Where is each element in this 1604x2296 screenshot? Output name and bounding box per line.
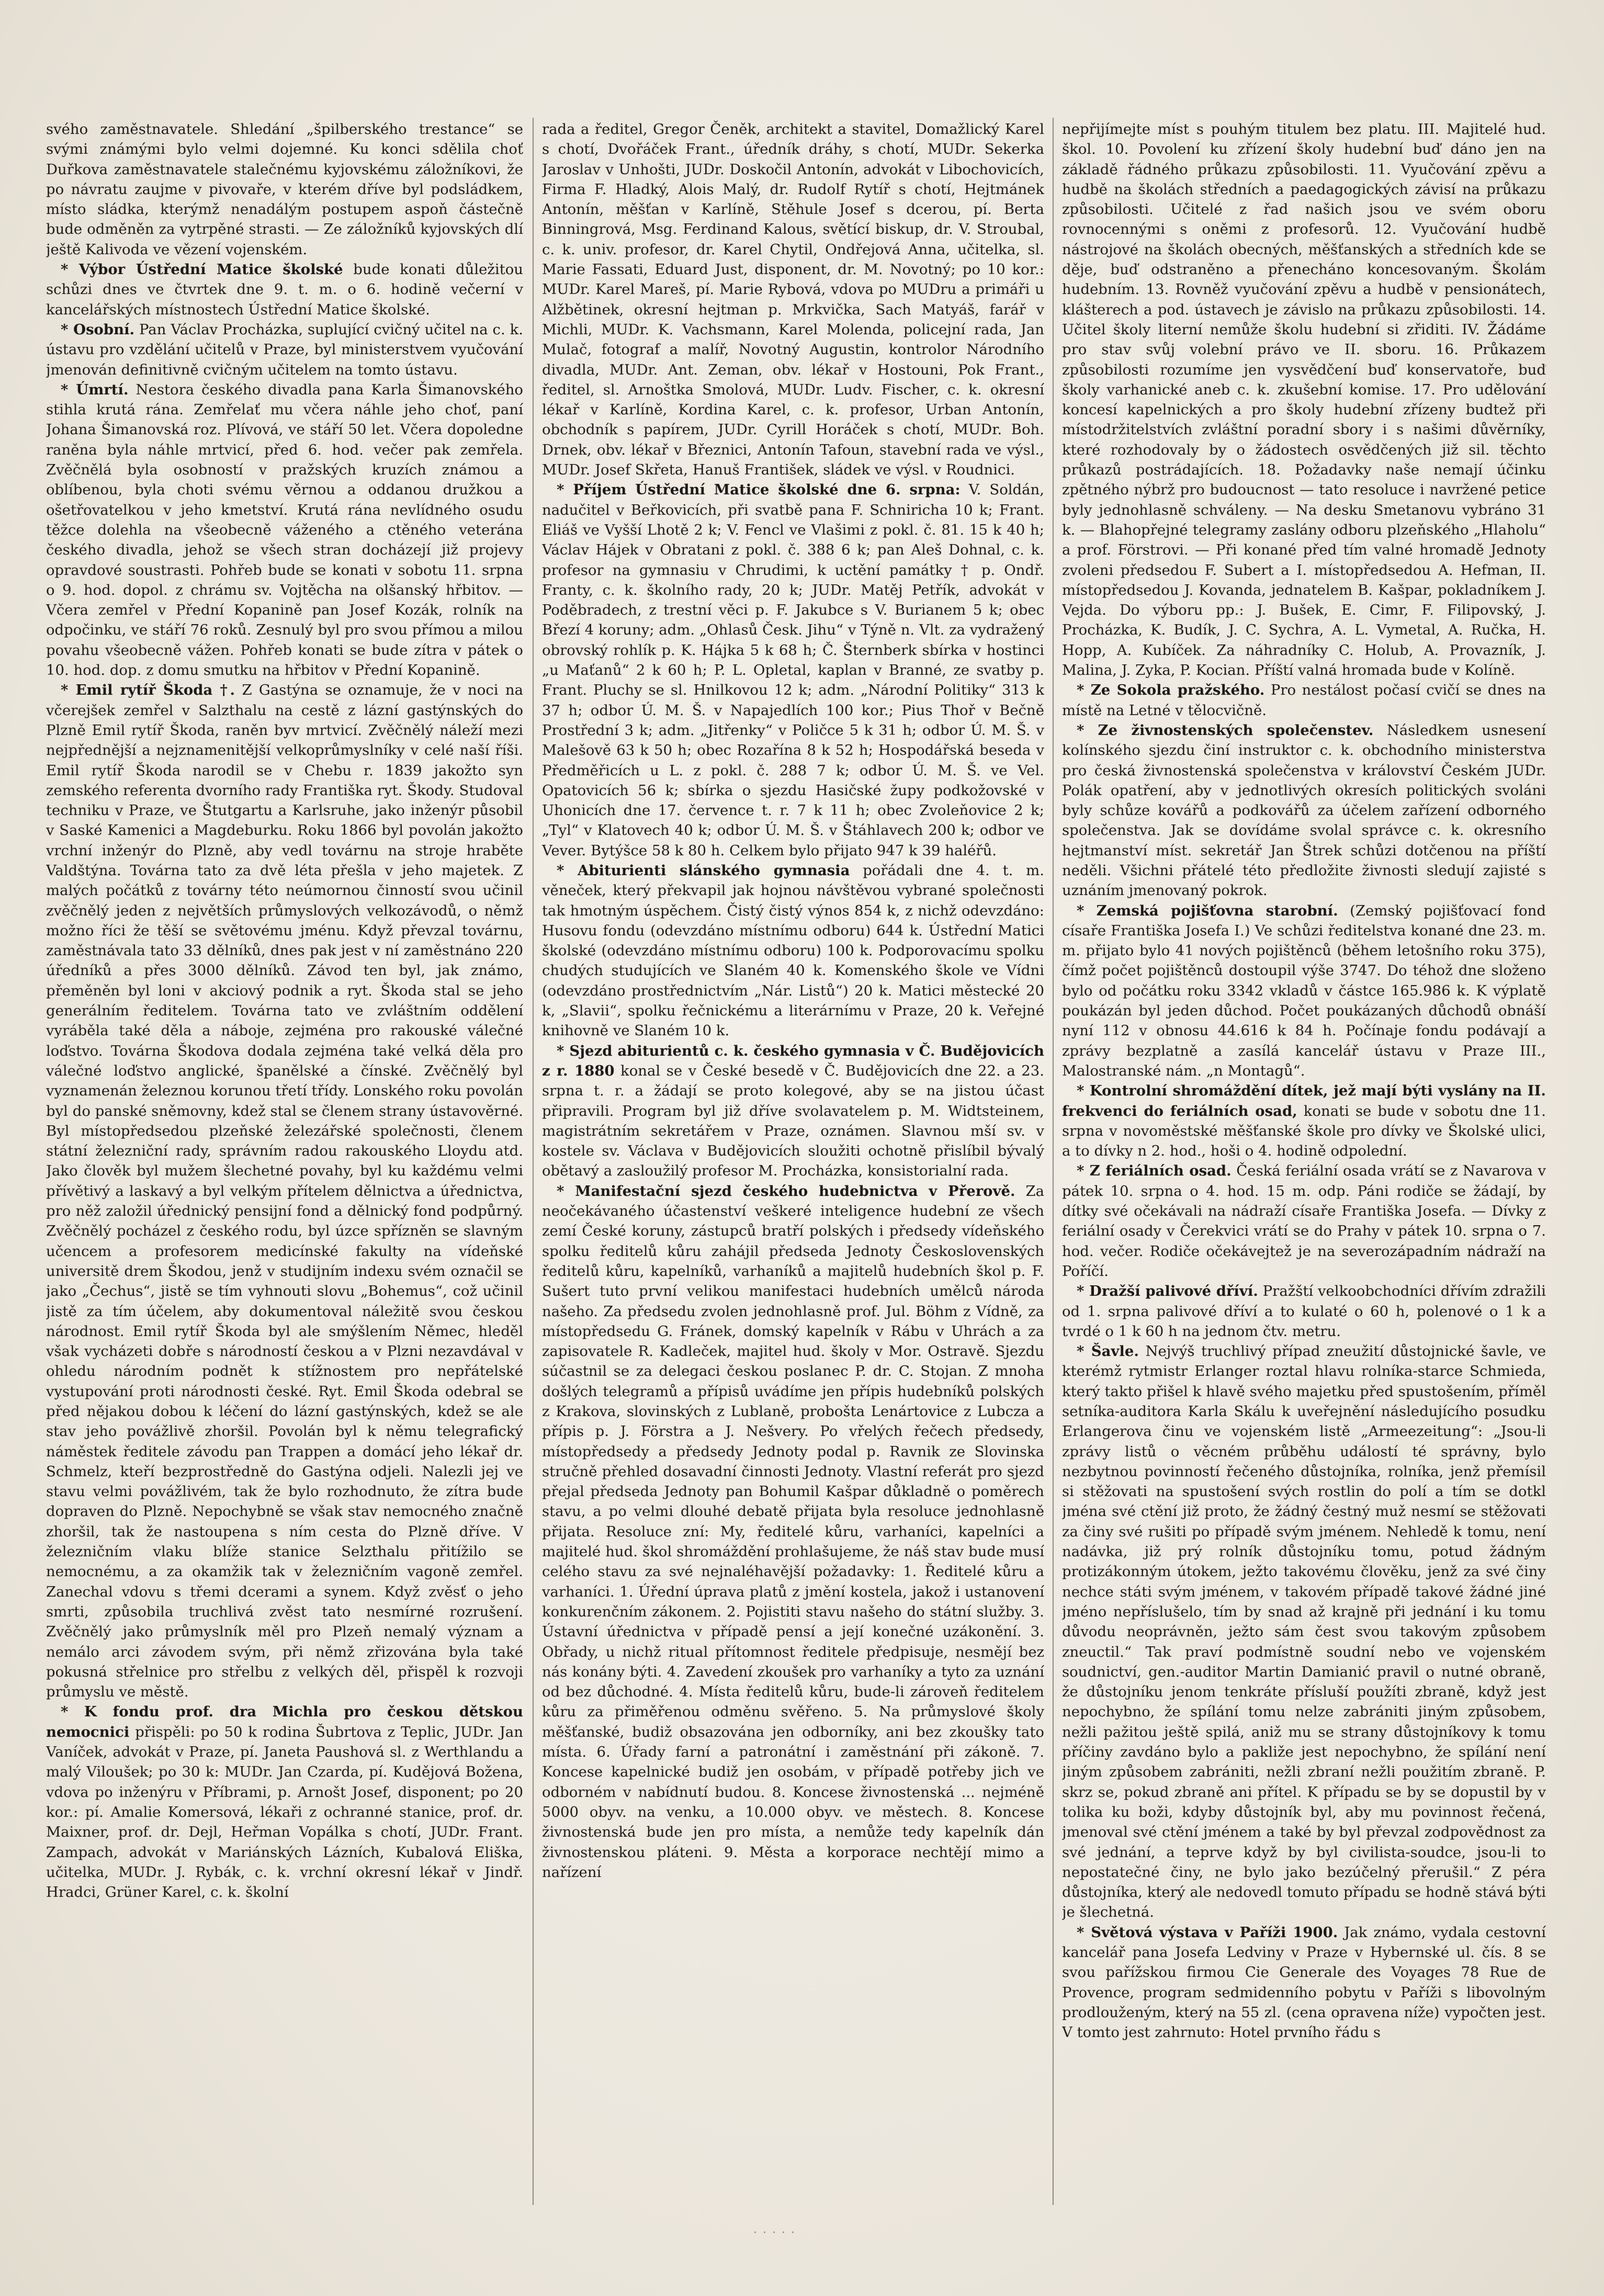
article-body: bude konati důležitou schůzi dnes ve čtvrtek dne 9. t. m. o 6. hodině večerní v kancelářských místnostech Ústřední Matice školské. bbox=[46, 261, 523, 318]
article-paragraph bbox=[1062, 119, 1546, 680]
article-heading: * Emil rytíř Škoda †. bbox=[61, 682, 235, 699]
article-paragraph bbox=[542, 1181, 1044, 1882]
column-divider-1 bbox=[533, 118, 534, 2205]
article-heading: * Kontrolní shromáždění dítek, jež mají býti vyslány na II. frekvenci do feriálních osad, bbox=[1062, 1082, 1546, 1119]
article-heading: * Dražší palivové dříví. bbox=[1077, 1283, 1258, 1300]
article-heading: * Manifestační sjezd českého hudebnictva v Přerově. bbox=[557, 1182, 1015, 1200]
article-paragraph bbox=[542, 119, 1044, 480]
article-paragraph bbox=[1062, 1922, 1546, 2043]
article-paragraph bbox=[1062, 901, 1546, 1081]
article-body: svého zaměstnavatele. Shledání „špilberského trestance“ se svými známými bylo velmi dojemné. Ku konci sdělila choť Duřkova zaměstnavatele stalečnému kyjovskému záložníkovi, že po návratu zaujme v pivovaře, v kterém dříve byl podsládkem, místo sládka, kterýmž nenadálým postupem aspoň částečně bude odměněn za vytrpěné strasti. — Ze záložníků kyjovských dlí ještě Kalivoda ve vězení vojenském. bbox=[46, 121, 523, 258]
article-body: (Zemský pojišťovací fond císaře Františka Josefa I.) Ve schůzi ředitelstva konané dne 23. m. m. přijato bylo 41 nových pojištěnců (během letošního roku 375), čímž počet pojištěnců dostoupil výše 3747. Do téhož dne složeno bylo od počátku roku 3342 vkladů v částce 165.986 k. K výplatě poukázán byl jeden důchod. Počet poukázaných důchodů obnáší nyní 112 v obnosu 44.616 k 84 h. Počínaje fondu podávají a zprávy bezplatně a zasílá kancelář ústavu v Praze III., Malostranské nám. „n Montagů“. bbox=[1062, 902, 1546, 1079]
article-paragraph bbox=[46, 119, 523, 259]
article-heading: * Příjem Ústřední Matice školské dne 6. srpna: bbox=[557, 481, 961, 499]
article-body: Jak známo, vydala cestovní kancelář pana Josefa Ledviny v Praze v Hybernské ul. čís. 8 se svou pařížskou firmou Cie Generale des Voyages 78 Rue de Provence, program sedmidenního pobytu v Paříži s libovolným prodlouženým, který na 55 zl. (cena opravena níže) vypočten jest. V tomto jest zahrnuto: Hotel prvního řádu s bbox=[1062, 1924, 1546, 2041]
article-heading: * Výbor Ústřední Matice školské bbox=[61, 261, 343, 278]
article-heading: * Abiturienti slánského gymnasia bbox=[557, 862, 850, 879]
text-column-1 bbox=[46, 119, 523, 2191]
column-divider-2 bbox=[1053, 118, 1054, 2205]
article-body: rada a ředitel, Gregor Čeněk, architekt a stavitel, Domažlický Karel s chotí, Dvořáček Frant., úředník dráhy, s chotí, MUDr. Sekerka Jaroslav v Unhošti, JUDr. Doskočil Antonín, advokát v Libochovicích, Firma F. Hladký, Alois Malý, dr. Rudolf Rytíř s chotí, Hejtmánek Antonín, měšťan v Karlíně, Stěhule Josef s dcerou, pí. Berta Binningrová, Msg. Ferdinand Kalous, světící biskup, dr. V. Stroubal, c. k. univ. profesor, dr. Karel Chytil, Ondřejová Anna, učitelka, sl. Marie Fassati, Eduard Just, disponent, dr. M. Novotný; po 10 kor.: MUDr. Karel Mareš, pí. Marie Rybová, vdova po MUDru a primáři u Alžbětinek, okresní hejtman p. Mrkvička, Sach Matyáš, farář v Michli, MUDr. K. Vachsmann, Karel Molenda, policejní rada, Jan Mulač, fotograf a malíř, Novotný Augustin, kontrolor Národního divadla, MUDr. Ant. Zeman, obv. lékař v Hostouni, Pok Frant., ředitel, sl. Arnoštka Smolová, MUDr. Ludv. Fischer, c. k. okresní lékař v Karlíně, Kordina Karel, c. k. profesor, Urban Antonín, obchodník s papírem, JUDr. Cyrill Horáček s chotí, MUDr. Boh. Drnek, obv. lékař v Březnici, Antonín Tafoun, stavební rada ve výsl., MUDr. Josef Skřeta, Hanuš František, sládek ve výsl. v Roudnici. bbox=[542, 121, 1044, 479]
article-heading: * Sjezd abiturientů c. k. českého gymnasia v Č. Budějovicích z r. 1880 bbox=[542, 1042, 1044, 1079]
article-paragraph bbox=[1062, 1161, 1546, 1281]
article-paragraph bbox=[542, 1041, 1044, 1181]
article-body: pořádali dne 4. t. m. věneček, který překvapil jak hojnou návštěvou vybrané společnosti tak hmotným úspěchem. Čistý čistý výnos 854 k, z nichž odevzdáno: Husovu fondu (odevzdáno místnímu odboru) 644 k. Ústřední Matici školské (odevzdáno místnímu odboru) 100 k. Podporovacímu spolku chudých studujících ve Slaném 40 k. Komenského škole ve Vídni (odevzdáno prostřednictvím „Nár. Listů“) 20 k. Matici městecké 20 k, „Slavii“, spolku řečnickému a literárnímu v Praze, 20 k. Veřejné knihovně ve Slaném 10 k. bbox=[542, 862, 1044, 1039]
article-paragraph bbox=[46, 380, 523, 680]
article-paragraph bbox=[46, 320, 523, 380]
article-body: Nejvýš truchlivý případ zneužití důstojnické šavle, ve kterémž rytmistr Erlanger roztal hlavu rolníka-starce Schmieda, který takto přišel k hlavě svého majetku před spustošením, příměl setníka-auditora Karla Skálu k uveřejnění následujícího posudku Erlangerova činu ve vojenském listě „Armeezeitung“: „Jsou-li zprávy listů o věcném průběhu událostí té správny, bylo nezbytnou povinností řečeného důstojníka, rolníka, jenž přemísil si stěžovati na spustošení svých rostlin do polí a tím se dotkl jména své ctění již proto, že žádný čestný muž nesmí se stěžovati za činy své rušiti po případě svým jménem. Nehledě k tomu, není nadávka, již prý rolník důstojníku tomu, potud žádným protizákonným útokem, ježto takovému člověku, jenž za své činy nechce státi svým jménem, v takovém případě takové žádné jiné jméno nepříslušelo, tím by snad až krajně při jednání i ku tomu důvodu neoprávněn, ježto sám čest svou takovým způsobem zneuctil.“ Tak praví podmístně soudní nebo ve vojenském soudnictví, gen.-auditor Martin Damianić pravil o nutné obraně, že důstojníku jenom tenkráte přísluší použíti zbraně, když jest nepochybno, že spílání tomu nelze zabrániti jiným způsobem, nežli pažitou ještě spilá, aniž mu se strany důstojníkovy k tomu příčiny zavdáno bylo a pakliže jest nepochybno, že spílání není jiným způsobem zabrániti, nežli zbraní nežli použitím zbraně. P. skrz se, pokud zbraně ani přítel. K případu se by se dopustil by v tolika ku boži, kdyby důstojník byl, aby mu povinnost řečená, jmenoval své ctění jménem a také by byl převzal zodpovědnost za své jednání, a teprve když by byl civilista-soudce, jsou-li to nepostatečné činy, ne bylo jako bezúčelný přerušil.“ Z péra důstojníka, který ale nedovedl tomuto případu se hodně stává býti je šlechetná. bbox=[1062, 1343, 1546, 1921]
article-body: Za neočekávaného účastenství veškeré inteligence hudební ze všech zemí České koruny, zástupců bratří polských i předsedy vídeňského spolku ředitelů kůru zahájil předseda Jednoty Československých ředitelů kůru, kapelníků, varhaníků a majitelů hudebních škol p. F. Sušert tuto první velikou manifestaci hudebních umělců národa našeho. Za předsedu zvolen jednohlasně prof. Jul. Böhm z Vídně, za místopředsedu G. Fránek, domský kapelník v Rábu v Uhrách a za zapisovatele R. Kadleček, majitel hud. školy v Mor. Ostravě. Sjezdu súčastnil se za delegaci českou poslanec P. dr. C. Stojan. Z mnoha došlých telegramů a přípisů uvádíme jen přípis hudebníků polských z Krakova, slovinských z Lublaně, probošta Lenártovice z Lubcza a přípis p. J. Förstra a J. Nešvery. Po vřelých řečech předsedy, místopředsedy a předsedy Jednoty podal p. Ravnik ze Slovinska stručně přehled dosavadní činnosti Jednoty. Vlastní referát pro sjezd přejal předseda Jednoty pan Bohumil Kašpar důkladně o poměrech stavu, a po velmi dlouhé debatě přijata byla resoluce jednohlasně přijata. Resoluce zní: My, ředitelé kůru, varhaníci, kapelníci a majitelé hud. škol shromáždění prohlašujeme, že náš stav bude musí celého stavu za své nejnaléhavější požadavky: 1. Ředitelé kůru a varhaníci. 1. Úřední úprava platů z jmění kostela, jakož i ustanovení konkurenčním zákonem. 2. Pojistiti stavu našeho do státní služby. 3. Ústavní úřednictva v případě pensí a její konečné uzákonění. 3. Obřady, u nichž ritual přítomnost ředitele předpisuje, nesmějí bez nás konány býti. 4. Zavedení zkoušek pro varhaníky a tyto za uznání od bez důchodné. 4. Místa ředitelů kůru, bude-li zároveň ředitelem kůru za přiměřenou odměnu svěřeno. 5. Na průmyslové školy měšťanské, budiž obsazována jen odborníky, ani bez zkoušky tato místa. 6. Úřady farní a patronátní i zaměstnání při zákoně. 7. Koncese kapelnické budiž jen osobám, v případě potřeby jich ve odborném v nabídnutí budou. 8. Koncese živnostenská ... nejméně 5000 obyv. na venku, a 10.000 obyv. ve městech. 8. Koncese živnostenská bude jen pro místa, a nemůže tedy kapelník dán živnostenskou pláteni. 9. Města a korporace nechtějí mimo a nařízení bbox=[542, 1182, 1044, 1881]
article-heading: * Úmrtí. bbox=[61, 381, 129, 398]
article-paragraph bbox=[46, 680, 523, 1702]
article-paragraph bbox=[1062, 720, 1546, 901]
article-body: Pan Václav Procházka, suplující cvičný učitel na c. k. ústavu pro vzdělání učitelů v Praze, byl ministerstvem vyučování jmenován definitivně cvičným učitelem na tomto ústavu. bbox=[46, 321, 523, 378]
article-paragraph bbox=[542, 861, 1044, 1041]
article-heading: * Šavle. bbox=[1077, 1343, 1139, 1360]
article-paragraph bbox=[1062, 680, 1546, 720]
article-paragraph bbox=[1062, 1281, 1546, 1341]
article-paragraph bbox=[46, 1702, 523, 1902]
article-body: V. Soldán, nadučitel v Beřkovicích, při svatbě pana F. Schnirichа 10 k; Frant. Eliáš ve Vyšší Lhotě 2 k; V. Fencl ve Vlašimi z pokl. č. 81. 15 k 40 h; Václav Hájek v Obratani z pokl. č. 388 6 k; pan Aleš Dohnal, c. k. profesor na gymnasiu v Chrudimi, k uctění památky † p. Ondř. Franty, c. k. školního rady, 20 k; JUDr. Matěj Petřík, advokát v Poděbradech, z trestní věci p. F. Jakubce s V. Burianem 5 k; obec Březí 4 koruny; adm. „Ohlasů Česk. Jihu“ v Týně n. Vlt. za vydražený obrovský rohlík p. K. Hájka 5 k 68 h; Č. Šternberk sbírka v hostinci „u Maťanů“ 2 k 60 h; P. L. Opletal, kaplan v Branné, ze svatby p. Frant. Pluchy se sl. Hnilkovou 12 k; adm. „Národní Politiky“ 313 k 37 h; odbor Ú. M. Š. v Napajedlích 100 kor.; Pius Thoř v Bečně Prostřední 3 k; adm. „Jitřenky“ v Poličce 5 k 31 h; odbor Ú. M. Š. v Malešově 63 k 50 h; obec Rozařína 8 k 52 h; Hospodářská beseda v Předměřicích u L. z pokl. č. 288 7 k; odbor Ú. M. Š. ve Vel. Opatovicích 56 k; sbírka o sjezdu Hasičské župy podkožovské v Uhonicích dne 17. července t. r. 7 k 11 h; obec Zvoleňovice 2 k; „Tyl“ v Klatovech 40 k; odbor Ú. M. Š. v Štáhlavech 200 k; odbor ve Vever. Bytýšce 58 k 80 h. Celkem bylo přijato 947 k 39 haléřů. bbox=[542, 481, 1044, 859]
article-heading: * Osobní. bbox=[61, 321, 135, 338]
article-body: Následkem usnesení kolínského sjezdu činí instruktor c. k. obchodního ministerstva pro česká živnostenská společenstva v království Českém JUDr. Polák opatření, aby v jednotlivých okresích politických svoláni byly schůze kovářů a podkovářů za účelem zařízení odborného společenstva. Jak se dovídáme svolal správce c. k. okresního hejtmanství míst. sekretář Jan Štrek schůzi dotčenou na příští neděli. Všichni přátelé této předložite živnosti sledují zajisté s uznáním jmenovaný pokrok. bbox=[1062, 721, 1546, 899]
article-body: konal se v České besedě v Č. Budějovicích dne 22. a 23. srpna t. r. a žádají se proto kolegové, aby se na jistou účast připravili. Program byl již dříve svolavatelem p. M. Widtsteinem, magistrátním sekretářem v Praze, oznámen. Slavnou mší sv. v kostele sv. Václava v Budějovicích sloužiti ochotně přislíbil bývalý obětavý a zasloužilý profesor M. Procházka, konsistorialní rada. bbox=[542, 1062, 1044, 1180]
article-body: Z Gastýna se oznamuje, že v noci na včerejšek zemřel v Salzthalu na cestě z lázní gastýnských do Plzně Emil rytíř Škoda, raněn byv mrtvicí. Zvěčnělý náleží mezi nejpřednější a nejznamenitější velkoprůmyslníky v celé naší říši. Emil rytíř Škoda narodil se v Chebu r. 1839 jakožto syn zemského referenta dvorního rady Františka ryt. Škody. Studoval techniku v Praze, ve Štutgartu a Karlsruhe, jako inženýr působil v Saské Kamenici a Magdeburku. Roku 1866 byl povolán jakožto vrchní inženýr do Plzně, aby vedl továrnu na stroje hraběte Valdštýna. Továrna tato za dvě léta přešla v jeho majetek. Z malých počátků z továrny této neúmornou činností svou učinil zvěčnělý jeden z největších průmyslových velkozávodů, o němž možno říci že těší se světovému jménu. Když převzal továrnu, zaměstnávala tato 33 dělníků, dnes pak jest v ní zaměstnáno 220 úředníků a přes 3000 dělníků. Závod ten byl, jak známo, přeměněn byl loni v akciový podnik a ryt. Škoda stal se jeho generálním ředitelem. Továrna tato ve zvláštním oddělení vyráběla také děla a náboje, zejména pro rakouské válečné loďstvo. Továrna Škodova dodala zejména také velká děla pro válečné loďstvo anglické, španělské a čínské. Zvěčnělý byl vyznamenán železnou korunou třetí třídy. Lonského roku povolán byl do panské sněmovny, kdež stal se členem strany ústavověrné. Byl místopředsedou plzeňské železářské společnosti, členem státní železniční rady, správním radou rakouského Lloydu atd. Jako člověk byl mužem šlechetné povahy, byl ku každému velmi přívětivý a laskavý a byl velkým přítelem dělnictva a úřednictva, pro něž založil úřednický pensijní fond a dělnický fond podpůrný. Zvěčnělý pocházel z českého rodu, byl úzce spřízněn se slavným učencem a profesorem medicínské fakulty na vídeňské universitě drem Škodou, jenž v studijním indexu svém označil se jako „Čechus“, jistě se tím vyhnouti slovu „Bohemus“, což učinil jistě za tím účelem, aby dokumentoval náležitě svou českou národnost. Emil rytíř Škoda byl ale smýšlením Němec, hleděl však vycházeti dobře s národností českou a v Plzni nezavdával v ohledu národním podnět k stížnostem pro nepřátelské vystupování proti národnosti české. Ryt. Emil Škoda odebral se před nějakou dobou k léčení do lázní gastýnských, kdež se ale stav jeho povážlivě zhoršil. Povolán byl k němu telegrafický náměstek ředitele závodu pan Trappen a domácí jeho lékař dr. Schmelz, kteří bezprostředně do Gastýna odjeli. Nalezli jej ve stavu velmi povážlivém, tak že bylo rozhodnuto, že zítra bude dopraven do Plzně. Nepochybně se však stav nemocného značně zhoršil, tak že nastoupena s ním cesta do Plzně dříve. V železničním vlaku blíže stanice Selzthalu přitížilo se nemocnému, a za okamžik tak v železničním vagoně zemřel. Zanechal vdovu s třemi dcerami a synem. Když zvěsť o jeho smrti, způsobila truchlivá zvěst tato nesmírné rozrušení. Zvěčnělý jako průmyslník měl pro Plzeň nemalý význam a nemálo arci závodem svým, při němž zřizována byla také pokusná střelnice pro střelbu z velkých děl, přispěl k rozvoji průmyslu ve městě. bbox=[46, 682, 523, 1701]
text-column-2 bbox=[542, 119, 1044, 2191]
article-heading: * Zemská pojišťovna starobní. bbox=[1077, 902, 1338, 919]
article-body: nepřijímejte míst s pouhým titulem bez platu. III. Majitelé hud. škol. 10. Povolení ku zřízení školy hudební buď dáno jen na základě řádného průkazu způsobilosti. 11. Vyučování zpěvu a hudbě na školách středních a paedagogických závisí na průkazu způsobilosti. Učitelé z řad našich jsou ve svém oboru rovnocennými s oněmi z profesorů. 12. Vyučování hudbě nástrojové na školách obecných, měšťanských a středních kde se děje, buď odstraněno a přenecháno koncesovaným. Školám hudebním. 13. Rovněž vyučování zpěvu a hudbě v pensionátech, klášterech a pod. ústavech je závislo na průkazu způsobilosti. 14. Učitel školy literní nemůže školu hudební si zřiditi. IV. Žádáme pro stav svůj volební právo ve II. sboru. 16. Průkazem způsobilosti rozumíme jen vysvědčení buď konservatoře, buď školy varhanické aneb c. k. zkušební komise. 17. Pro udělování koncesí kapelnických a pro školy hudební zřízeny budtež při místodržitelstvích zvláštní poradní sbory i s našimi důvěrníky, které rozhodovaly by o žádostech osvědčených již sil. těchto průkazů postrádajících. 18. Požadavky naše nemají účinku zpětného nýbrž pro budoucnost — tato resoluce i navržené petice byly jednohlasně schváleny. — Na desku Smetanovu vybráno 31 k. — Blahopřejné telegramy zaslány odboru plzeňského „Hlaholu“ a prof. Förstrovi. — Při konané před tím valné hromadě Jednoty zvoleni předsedou F. Subert a I. místopředsedou A. Hefman, II. místopředsedou J. Kovanda, jednatelem B. Kašpar, pokladníkem J. Vejda. Do výboru pp.: J. Bušek, E. Cimr, F. Filipovský, J. Procházka, K. Budík, J. C. Sychra, A. L. Vymetal, A. Ručka, H. Hopp, A. Kubíček. Za náhradníky C. Holub, A. Provazník, J. Malina, J. Zyka, P. Kocian. Příští valná hromada bude v Kolíně. bbox=[1062, 121, 1546, 679]
article-heading: * K fondu prof. dra Michla pro českou dětskou nemocnici bbox=[46, 1703, 523, 1740]
article-body: Nestora českého divadla pana Karla Šimanovského stihla krutá rána. Zemřelať mu včera náhle jeho choť, paní Johana Šimanovská roz. Plívová, ve stáří 50 let. Včera dopoledne raněna byla náhle mrtvicí, před 6. hod. večer pak zemřela. Zvěčnělá byla osobností v pražských kruzích známou a oblíbenou, byla choti svému věrnou a oddanou družkou a ošetřovatelkou v jeho kmetství. Krutá rána nevlídného osudu těžce dolehla na všeobecně váženého a ctěného veterána českého divadla, jehož se všech stran docházejí již projevy opravdové soustrasti. Pohřeb bude se konati v sobotu 11. srpna o 9. hod. dopol. z chrámu sv. Vojtěcha na olšanský hřbitov. — Včera zemřel v Přední Kopanině pan Josef Kozák, rolník na odpočinku, ve stáří 76 roků. Zesnulý byl pro svou přímou a milou povahu všeobecně vážen. Pohřeb konati se bude zítra v pátek o 10. hod. dop. z domu smutku na hřbitov v Přední Kopanině. bbox=[46, 381, 523, 679]
article-paragraph bbox=[542, 480, 1044, 861]
article-body: přispěli: po 50 k rodina Šubrtova z Teplic, JUDr. Jan Vaníček, advokát v Praze, pí. Janeta Paushová sl. z Werthlandu a malý Viloušek; po 30 k: MUDr. Jan Czarda, pí. Kudějová Božena, vdova po inženýru v Příbrami, p. Arnošt Josef, disponent; po 20 kor.: pí. Amalie Komersová, lékaři z ochranné stanice, prof. dr. Maixner, prof. dr. Dejl, Heřman Vopálka s chotí, JUDr. Frant. Zampach, advokát v Mariánských Lázních, Kubalová Eliška, učitelka, MUDr. J. Rybák, c. k. vrchní okresní lékař v Jindř. Hradci, Grüner Karel, c. k. školní bbox=[46, 1723, 523, 1901]
article-heading: * Ze živnostenských společenstev. bbox=[1077, 721, 1374, 739]
bottom-ink-mark: · · · · · bbox=[753, 2226, 796, 2240]
text-column-3 bbox=[1062, 119, 1546, 2191]
article-paragraph bbox=[46, 259, 523, 320]
article-body: konati se bude v sobotu dne 11. srpna v novoměstské měšťanské škole pro dívky ve Školské ulici, a to dívky n 2. hod., hoši o 4. hodině odpolední. bbox=[1062, 1102, 1546, 1160]
article-paragraph bbox=[1062, 1081, 1546, 1161]
article-heading: * Ze Sokola pražského. bbox=[1077, 682, 1265, 699]
article-body: Pro nestálost počasí cvičí se dnes na místě na Letné v tělocvičně. bbox=[1062, 682, 1546, 719]
article-body: Pražští velkoobchodníci dřívím zdražili od 1. srpna palivové dříví a to kulaté o 60 h, polenové o 1 k a tvrdé o 1 k 60 h na jednom čtv. metru. bbox=[1062, 1283, 1546, 1340]
article-heading: * Světová výstava v Paříži 1900. bbox=[1077, 1924, 1338, 1941]
article-paragraph bbox=[1062, 1341, 1546, 1922]
article-heading: * Z feriálních osad. bbox=[1077, 1162, 1232, 1180]
article-body: Česká feriální osada vrátí se z Navarova v pátek 10. srpna o 4. hod. 15 m. odp. Páni rodiče se žádají, by dítky své očekávali na nádraží císaře Františka Josefa. — Dívky z feriální osady v Čerekvici vrátí se do Prahy v pátek 10. srpna o 7. hod. večer. Rodiče očekávejtež je na severozápadním nádraží na Poříčí. bbox=[1062, 1162, 1546, 1280]
